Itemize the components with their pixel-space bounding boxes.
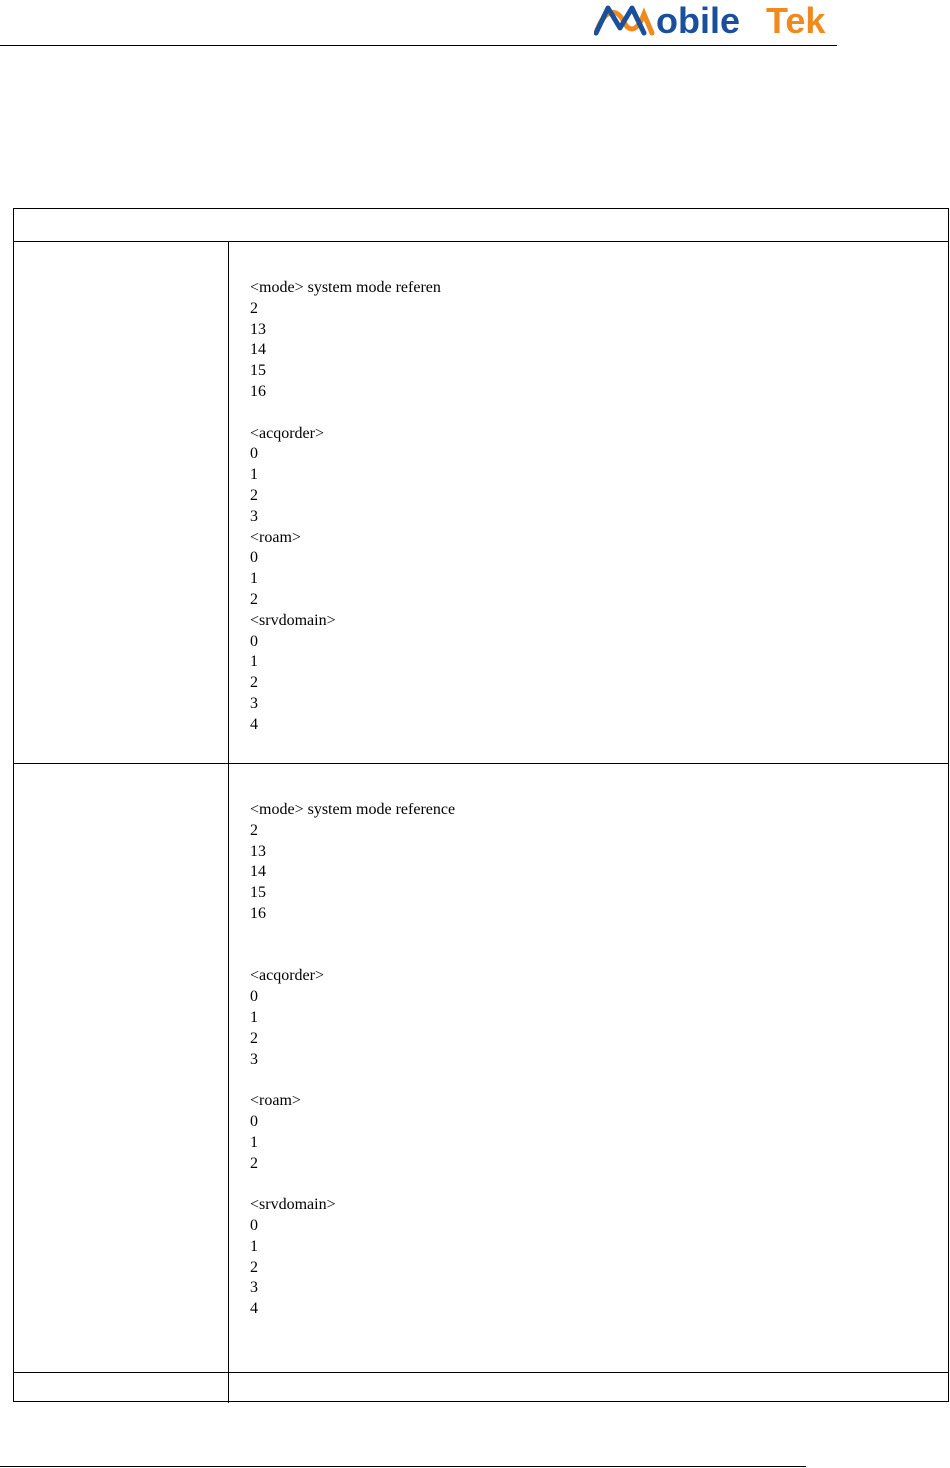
- row-1-parameters: [250, 278, 441, 736]
- parameter-line: <mode> system mode referen: [250, 279, 441, 296]
- footer-rule: [0, 1466, 806, 1467]
- parameter-line: 13: [250, 320, 266, 338]
- parameter-line: 4: [250, 715, 258, 733]
- parameter-line: 2: [250, 486, 258, 504]
- parameter-line: 16: [250, 904, 266, 922]
- parameter-line: 1: [250, 570, 258, 588]
- parameter-line: 0: [250, 632, 258, 650]
- parameter-line: 1: [250, 466, 258, 484]
- parameter-line: [250, 1174, 455, 1195]
- parameter-line: 1: [250, 1133, 258, 1151]
- table-row-3: [14, 1373, 948, 1403]
- table-row-2: [14, 764, 948, 1373]
- parameter-line: <srvdomain>: [250, 611, 336, 629]
- parameter-line: 0: [250, 549, 258, 567]
- parameter-line: [250, 1070, 455, 1091]
- parameter-line: 2: [250, 821, 258, 839]
- header-rule: [0, 45, 837, 46]
- parameter-line: <roam>: [250, 1092, 301, 1110]
- column-divider: [228, 242, 229, 763]
- parameter-line: 3: [250, 507, 258, 525]
- parameter-line: 3: [250, 1279, 258, 1297]
- svg-text:obile: obile: [656, 0, 741, 40]
- parameter-line: 1: [250, 1237, 258, 1255]
- mobiletek-logo: [594, 0, 839, 40]
- parameter-line: <roam>: [250, 528, 301, 546]
- parameter-line: 3: [250, 1050, 258, 1068]
- parameter-line: <acqorder>: [250, 967, 325, 985]
- parameter-line: 1: [250, 1008, 258, 1026]
- parameter-line: [250, 925, 455, 946]
- table-row-1: [14, 242, 948, 764]
- parameter-line: 4: [250, 1300, 258, 1318]
- parameter-line: <srvdomain>: [250, 1196, 336, 1214]
- parameter-line: 3: [250, 694, 258, 712]
- parameter-line: 15: [250, 884, 266, 902]
- parameter-line: 0: [250, 988, 258, 1006]
- parameter-line: 13: [250, 842, 266, 860]
- parameter-line: 14: [250, 863, 266, 881]
- row-2-parameters: [250, 800, 455, 1320]
- table-header-row: [14, 209, 948, 242]
- parameter-line: [250, 403, 441, 424]
- parameter-line: 14: [250, 341, 266, 359]
- column-divider: [228, 1373, 229, 1403]
- parameter-line: 2: [250, 1258, 258, 1276]
- parameter-line: 2: [250, 590, 258, 608]
- parameter-line: <acqorder>: [250, 424, 325, 442]
- parameter-line: [250, 946, 455, 967]
- parameter-table: [13, 208, 949, 1402]
- parameter-line: 1: [250, 653, 258, 671]
- column-divider: [228, 764, 229, 1372]
- svg-text:Tek: Tek: [766, 0, 826, 40]
- parameter-line: 2: [250, 1029, 258, 1047]
- parameter-line: 2: [250, 1154, 258, 1172]
- parameter-line: 0: [250, 1112, 258, 1130]
- parameter-line: 2: [250, 299, 258, 317]
- parameter-line: 0: [250, 445, 258, 463]
- parameter-line: 16: [250, 382, 266, 400]
- parameter-line: <mode> system mode reference: [250, 801, 456, 818]
- parameter-line: 15: [250, 362, 266, 380]
- parameter-line: 2: [250, 674, 258, 692]
- parameter-line: 0: [250, 1216, 258, 1234]
